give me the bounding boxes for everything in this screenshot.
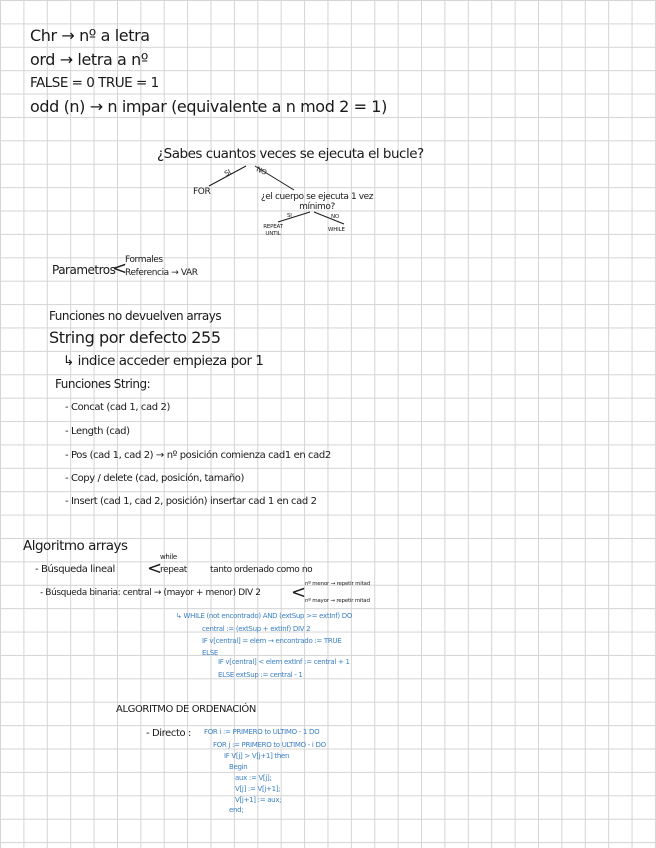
funciones-string-title: Funciones String: <box>55 377 151 391</box>
ordenacion-code-for-j: FOR j := PRIMERO to ULTIMO - i DO <box>213 741 326 749</box>
ordenacion-code-swap: V[j] := V[j+1]; <box>235 785 281 793</box>
parametros-label: Parametros <box>52 263 116 277</box>
diagram-yes: SI <box>223 168 233 179</box>
binaria-code-else: ELSE <box>202 649 218 657</box>
ordenacion-code-for-i: FOR i := PRIMERO to ULTIMO - 1 DO <box>204 728 320 736</box>
string-indice: ↳ indice acceder empieza por 1 <box>63 353 264 369</box>
diagram-sub-question: ¿el cuerpo se ejecuta 1 vez mínimo? <box>260 192 374 212</box>
algoritmo-arrays-title: Algoritmo arrays <box>23 538 128 554</box>
lineal-while: while <box>160 553 177 561</box>
funcion-pos: - Pos (cad 1, cad 2) → nº posición comienza cad1 en cad2 <box>65 450 331 461</box>
lineal-repeat: repeat <box>160 565 187 575</box>
lineal-rest: tanto ordenado como no <box>210 565 313 575</box>
ordenacion-code-begin: Begin <box>229 763 248 771</box>
binaria-code-if: IF v[central] = elem → encontrado := TRUE <box>202 637 342 645</box>
diagram-sub-yes: SI <box>287 213 292 219</box>
binaria-code-central: central := (extSup + extInf) DIV 2 <box>202 625 311 633</box>
funcion-copy-delete: - Copy / delete (cad, posición, tamaño) <box>65 473 245 484</box>
string-default: String por defecto 255 <box>49 328 221 347</box>
busqueda-lineal-label: - Búsqueda lineal <box>35 564 115 575</box>
note-bool: FALSE = 0 TRUE = 1 <box>30 75 159 91</box>
ordenacion-code-aux: aux := V[j]; <box>235 774 272 782</box>
parametros-referencia: Referencia → VAR <box>125 268 198 278</box>
note-odd: odd (n) → n impar (equivalente a n mod 2 = 1) <box>30 97 387 116</box>
diagram-for: FOR <box>193 187 211 197</box>
binaria-code-if-less: IF v[central] < elem extInf := central + 1 <box>218 658 350 666</box>
ordenacion-title: ALGORITMO DE ORDENACIÓN <box>116 704 256 715</box>
diagram-repeat: REPEAT UNTIL <box>263 224 283 237</box>
diagram-sub-no: NO <box>331 214 340 220</box>
funciones-no-arrays: Funciones no devuelven arrays <box>49 309 222 323</box>
parametros-formales: Formales <box>125 255 163 265</box>
diagram-no: NO <box>254 165 268 177</box>
diagram-sub-branch-yes <box>278 212 310 222</box>
parametros-brace: < <box>112 258 127 279</box>
diagram-branch-yes <box>209 166 246 186</box>
ordenacion-code-assign-aux: V[j+1] := aux; <box>235 796 282 804</box>
lineal-brace: < <box>147 558 162 579</box>
binaria-mayor: nº mayor → repetir mitad <box>305 598 370 604</box>
busqueda-binaria-label: - Búsqueda binaria: central → (mayor + menor) DIV 2 <box>40 588 261 598</box>
ordenacion-directo: - Directo : <box>146 728 191 739</box>
diagram-sub-branch-no <box>314 212 344 224</box>
binaria-menor: nº menor → repetir mitad <box>305 581 370 587</box>
funcion-insert: - Insert (cad 1, cad 2, posición) insertar cad 1 en cad 2 <box>65 496 317 507</box>
note-ord: ord → letra a nº <box>30 50 149 69</box>
binaria-code-while: ↳ WHILE (not encontrado) AND (extSup >= extInf) DO <box>176 612 353 620</box>
diagram-question: ¿Sabes cuantos veces se ejecuta el bucle? <box>157 146 424 162</box>
ordenacion-code-end: end; <box>229 806 244 814</box>
diagram-while: WHILE <box>328 227 345 233</box>
ordenacion-code-if: IF V[j] > V[j+1] then <box>224 752 290 760</box>
funcion-concat: - Concat (cad 1, cad 2) <box>65 402 170 413</box>
funcion-length: - Length (cad) <box>65 426 130 437</box>
note-chr: Chr → nº a letra <box>30 26 150 45</box>
binaria-code-else-sup: ELSE extSup := central - 1 <box>218 671 303 679</box>
binaria-brace: < <box>291 582 306 603</box>
diagram-branch-no <box>255 166 294 190</box>
